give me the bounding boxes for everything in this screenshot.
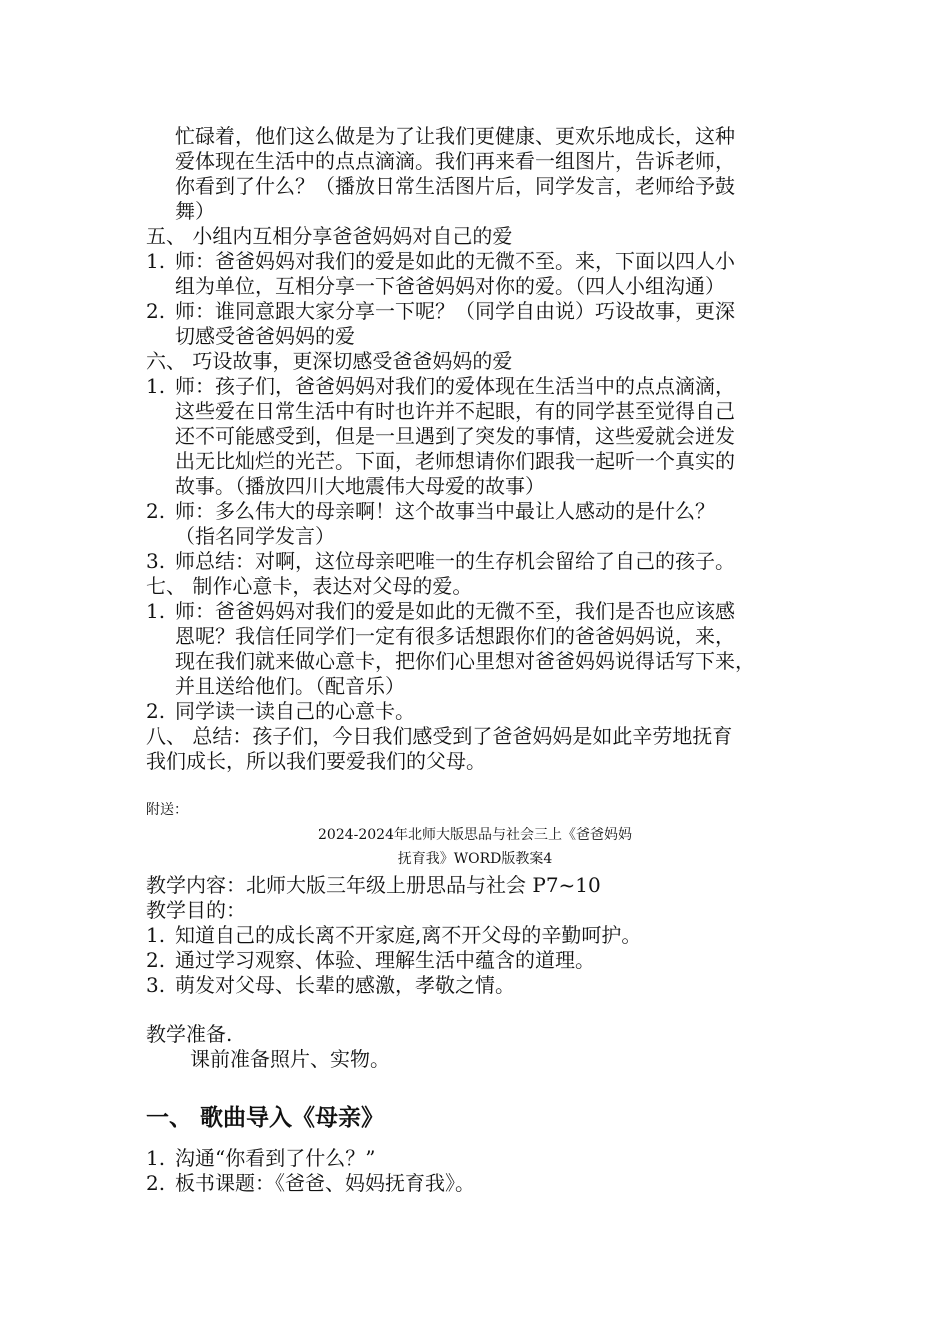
list-item-continuation: 出无比灿烂的光芒。下面，老师想请你们跟我一起听一个真实的 [175, 449, 735, 473]
list-item-continuation: 组为单位，互相分享一下爸爸妈妈对你的爱。（四人小组沟通） [175, 274, 725, 298]
list-item [146, 299, 735, 324]
list-item [146, 699, 415, 724]
list-item [146, 1146, 375, 1171]
list-item-text: 师总结：对啊，这位母亲吧唯一的生存机会留给了自己的孩子。 [175, 549, 735, 573]
appendix-title-line: 2024-2024年北师大版思品与社会三上《爸爸妈妈 [318, 827, 632, 843]
goal-text: 知道自己的成长离不开家庭,离不开父母的辛勤呵护。 [175, 923, 642, 947]
list-item-continuation: （指名同学发言） [175, 524, 335, 548]
goal-text: 萌发对父母、长辈的感激，孝敬之情。 [175, 973, 515, 997]
section-eight-line: 八、 总结：孩子们，今日我们感受到了爸爸妈妈是如此辛劳地抚育 [146, 724, 733, 748]
list-item-text: 师：孩子们，爸爸妈妈对我们的爱体现在生活当中的点点滴滴， [175, 374, 735, 398]
list-item [146, 549, 735, 574]
list-item-continuation: 并且送给他们。（配音乐） [175, 674, 405, 698]
prep-text: 课前准备照片、实物。 [190, 1047, 390, 1071]
goal-item [146, 923, 641, 948]
section-eight-line: 我们成长，所以我们要爱我们的父母。 [146, 749, 486, 773]
goal-item [146, 948, 595, 973]
section-heading-six: 六、 巧设故事，更深切感受爸爸妈妈的爱 [146, 349, 513, 373]
list-item [146, 249, 735, 274]
prep-label: 教学准备. [146, 1022, 233, 1046]
list-number: 2. [146, 499, 166, 523]
list-number: 3. [146, 973, 166, 997]
list-number: 2. [146, 699, 166, 723]
paragraph-line: 忙碌着，他们这么做是为了让我们更健康、更欢乐地成长，这种 [175, 124, 735, 148]
list-item-continuation: 这些爱在日常生活中有时也许并不起眼，有的同学甚至觉得自己 [175, 399, 735, 423]
list-number: 3. [146, 549, 166, 573]
section-heading-one: 一、 歌曲导入《母亲》 [146, 1104, 385, 1131]
section-heading-seven: 七、 制作心意卡，表达对父母的爱。 [146, 574, 473, 598]
list-item-continuation: 现在我们就来做心意卡，把你们心里想对爸爸妈妈说得话写下来， [175, 649, 755, 673]
list-item-text: 板书课题：《爸爸、妈妈抚育我》。 [175, 1171, 475, 1195]
list-item-continuation: 切感受爸爸妈妈的爱 [175, 324, 355, 348]
list-item-continuation: 恩呢？我信任同学们一定有很多话想跟你们的爸爸妈妈说，来， [175, 624, 735, 648]
appendix-title-line: 抚育我》WORD版教案4 [397, 851, 553, 867]
list-number: 1. [146, 923, 166, 947]
list-item-text: 师：爸爸妈妈对我们的爱是如此的无微不至，我们是否也应该感 [175, 599, 735, 623]
list-item [146, 374, 735, 399]
goal-item [146, 973, 515, 998]
list-number: 2. [146, 1171, 166, 1195]
list-number: 1. [146, 374, 166, 398]
paragraph-line: 爱体现在生活中的点点滴滴。我们再来看一组图片，告诉老师， [175, 149, 735, 173]
section-heading-five: 五、 小组内互相分享爸爸妈妈对自己的爱 [146, 224, 513, 248]
list-item [146, 499, 715, 524]
paragraph-line: 你看到了什么？（播放日常生活图片后，同学发言，老师给予鼓 [175, 174, 735, 198]
list-item-text: 师：多么伟大的母亲啊！这个故事当中最让人感动的是什么？ [175, 499, 715, 523]
list-item-text: 同学读一读自己的心意卡。 [175, 699, 415, 723]
list-item-text: 师：谁同意跟大家分享一下呢？（同学自由说）巧设故事，更深 [175, 299, 735, 323]
list-number: 1. [146, 599, 166, 623]
list-number: 2. [146, 948, 166, 972]
goals-label: 教学目的： [146, 898, 246, 922]
appendix-label: 附送： [146, 802, 188, 818]
paragraph-line: 舞） [175, 199, 215, 223]
list-item-text: 师：爸爸妈妈对我们的爱是如此的无微不至。来，下面以四人小 [175, 249, 735, 273]
list-item [146, 599, 735, 624]
list-number: 2. [146, 299, 166, 323]
list-item-continuation: 故事。（播放四川大地震伟大母爱的故事） [175, 474, 545, 498]
list-item-text: 沟通“你看到了什么？” [175, 1146, 376, 1170]
goal-text: 通过学习观察、体验、理解生活中蕴含的道理。 [175, 948, 595, 972]
list-number: 1. [146, 249, 166, 273]
lesson-content: 教学内容：北师大版三年级上册思品与社会 P7~10 [146, 873, 601, 897]
list-number: 1. [146, 1146, 166, 1170]
list-item-continuation: 还不可能感受到，但是一旦遇到了突发的事情，这些爱就会迸发 [175, 424, 735, 448]
list-item [146, 1171, 475, 1196]
